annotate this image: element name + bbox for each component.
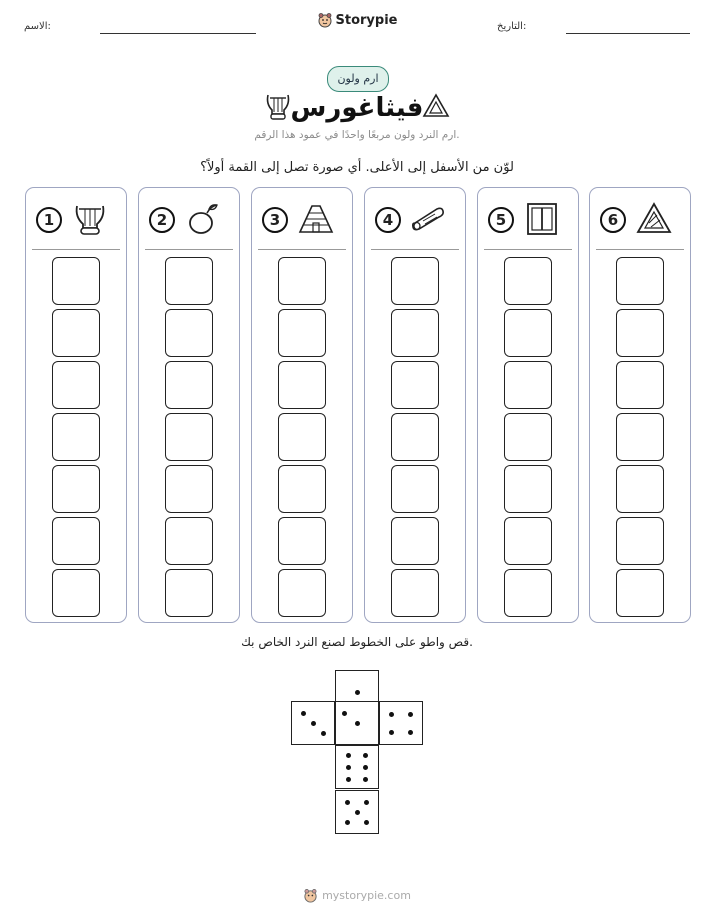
dice-face-6 (335, 745, 379, 789)
color-box[interactable] (616, 413, 664, 461)
color-box[interactable] (165, 465, 213, 513)
color-box[interactable] (616, 257, 664, 305)
dice-pip (364, 800, 369, 805)
storypie-mascot-icon (303, 888, 318, 903)
dice-pip (345, 800, 350, 805)
column-separator (32, 249, 120, 250)
dice-pip (355, 690, 360, 695)
dice-face-2 (335, 701, 379, 745)
lyre-icon (72, 201, 108, 237)
column-3 (251, 187, 353, 623)
color-box[interactable] (391, 309, 439, 357)
dice-pip (346, 753, 351, 758)
triangle-title-icon (422, 93, 450, 119)
color-box[interactable] (391, 413, 439, 461)
color-box[interactable] (278, 309, 326, 357)
color-box[interactable] (165, 413, 213, 461)
dice-pip (346, 765, 351, 770)
color-box[interactable] (52, 309, 100, 357)
dice-face-4 (379, 701, 423, 745)
dice-pip (363, 753, 368, 758)
dice-pip (408, 730, 413, 735)
dice-pip (346, 777, 351, 782)
color-box[interactable] (52, 361, 100, 409)
color-box[interactable] (52, 257, 100, 305)
column-number: 6 (600, 207, 626, 233)
color-box[interactable] (165, 309, 213, 357)
color-box[interactable] (504, 569, 552, 617)
color-box[interactable] (52, 569, 100, 617)
color-box[interactable] (278, 517, 326, 565)
column-number: 4 (375, 207, 401, 233)
triangle-icon (636, 201, 672, 237)
dice-pip (321, 731, 326, 736)
color-box[interactable] (278, 465, 326, 513)
color-box[interactable] (165, 257, 213, 305)
subtitle: ارم النرد ولون مربعًا واحدًا في عمود هذا الرقم. (254, 129, 460, 141)
color-box[interactable] (616, 361, 664, 409)
column-4 (364, 187, 466, 623)
column-number: 1 (36, 207, 62, 233)
column-number: 2 (149, 207, 175, 233)
pyramid-icon (298, 201, 334, 237)
dice-face-5 (335, 790, 379, 834)
color-box[interactable] (616, 517, 664, 565)
column-separator (484, 249, 572, 250)
brand-logo (0, 12, 714, 28)
color-box[interactable] (391, 257, 439, 305)
column-separator (145, 249, 233, 250)
color-box[interactable] (165, 569, 213, 617)
storypie-mascot-icon (317, 12, 333, 28)
footer (0, 888, 714, 903)
color-box[interactable] (278, 361, 326, 409)
dice-pip (389, 712, 394, 717)
name-line[interactable] (100, 33, 256, 34)
color-box[interactable] (616, 465, 664, 513)
page-title: فيثاغورس (290, 93, 424, 123)
color-box[interactable] (165, 517, 213, 565)
color-box[interactable] (504, 361, 552, 409)
color-box[interactable] (616, 309, 664, 357)
question-text: لوّن من الأسفل إلى الأعلى. أي صورة تصل إلى القمة أولاً؟ (200, 160, 514, 175)
dice-pip (408, 712, 413, 717)
dice-pip (363, 777, 368, 782)
column-separator (258, 249, 346, 250)
color-box[interactable] (52, 517, 100, 565)
scroll-icon (411, 201, 447, 237)
dice-pip (301, 711, 306, 716)
dice-pip (355, 810, 360, 815)
dice-pip (363, 765, 368, 770)
color-box[interactable] (278, 413, 326, 461)
footer-url[interactable]: mystorypie.com (322, 889, 411, 902)
color-box[interactable] (391, 569, 439, 617)
activity-pill: ارم ولون (327, 66, 389, 92)
color-box[interactable] (391, 361, 439, 409)
cut-instruction: قص واطو على الخطوط لصنع النرد الخاص بك. (241, 635, 473, 649)
column-separator (596, 249, 684, 250)
color-box[interactable] (616, 569, 664, 617)
color-box[interactable] (52, 413, 100, 461)
column-number: 3 (262, 207, 288, 233)
column-1 (25, 187, 127, 623)
color-box[interactable] (504, 309, 552, 357)
dice-pip (389, 730, 394, 735)
color-box[interactable] (504, 465, 552, 513)
name-label: الاسم: (24, 21, 51, 32)
column-number: 5 (488, 207, 514, 233)
column-5 (477, 187, 579, 623)
color-box[interactable] (165, 361, 213, 409)
color-box[interactable] (504, 257, 552, 305)
door-icon (524, 201, 560, 237)
color-box[interactable] (504, 517, 552, 565)
color-box[interactable] (391, 517, 439, 565)
color-box[interactable] (278, 569, 326, 617)
color-box[interactable] (504, 413, 552, 461)
color-box[interactable] (278, 257, 326, 305)
color-box[interactable] (391, 465, 439, 513)
dice-pip (311, 721, 316, 726)
color-box[interactable] (52, 465, 100, 513)
column-separator (371, 249, 459, 250)
dice-pip (345, 820, 350, 825)
date-label: التاريخ: (497, 21, 527, 32)
olive-icon (185, 201, 221, 237)
column-6 (589, 187, 691, 623)
dice-pip (364, 820, 369, 825)
dice-pip (355, 721, 360, 726)
column-2 (138, 187, 240, 623)
dice-face-3 (291, 701, 335, 745)
date-line[interactable] (566, 33, 690, 34)
brand-name: Storypie (335, 12, 398, 28)
dice-pip (342, 711, 347, 716)
